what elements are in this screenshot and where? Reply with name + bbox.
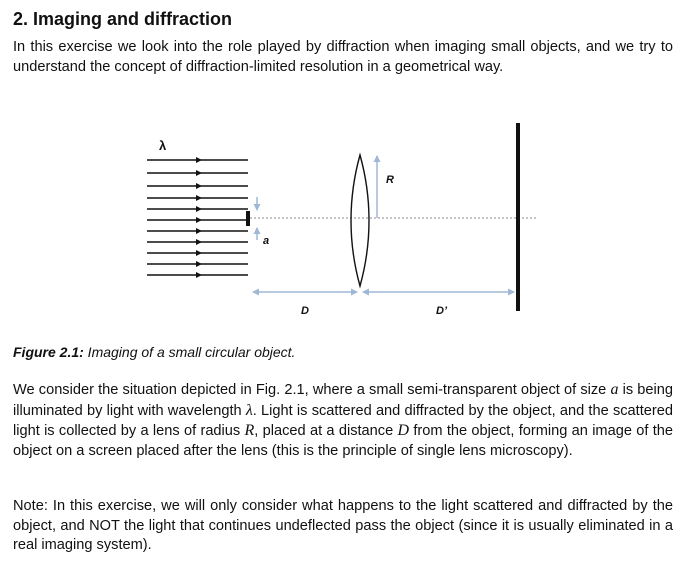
caption-label: Figure 2.1:	[13, 344, 84, 360]
body-paragraph-1	[13, 380, 673, 461]
incident-wave-lines	[147, 160, 248, 275]
optics-diagram	[0, 118, 700, 330]
lambda-label: λ	[159, 138, 167, 153]
symbol-a: a	[610, 381, 619, 398]
p1-text: . Light is scattered and diffracted by the object, and the scattered light is collected by a lens of radius	[13, 402, 673, 440]
symbol-r: R	[244, 422, 255, 440]
intro-paragraph: In this exercise we look into the role played by diffraction when imaging small objects, and we try to understand the concept of diffraction-limited resolution in a geometrical way.	[13, 39, 673, 75]
wave-arrowheads	[196, 157, 202, 278]
distance-label: D	[301, 305, 309, 317]
p1-text: is being illuminated by light with wavelength	[13, 382, 674, 419]
p1-text: from the object, forming an image of the object on a screen placed after the lens (this is the principle of single lens microscopy).	[13, 423, 673, 459]
caption-text: Imaging of a small circular object.	[83, 344, 296, 360]
section-title: 2. Imaging and diffraction	[13, 9, 233, 29]
size-label: a	[263, 235, 270, 247]
figure-caption	[13, 344, 295, 360]
lens	[351, 155, 369, 286]
body-paragraph-2: Note: In this exercise, we will only consider what happens to the light scattered and diffracted by the object, and NOT the light that continues undeflected pass the object (since it is usually eliminated in a real imaging system).	[13, 498, 673, 554]
figure-diagram	[0, 118, 700, 330]
symbol-d: D	[397, 422, 410, 440]
p1-text: We consider the situation depicted in Fig. 2.1, where a small semi-transparent object of size	[13, 382, 611, 398]
radius-label: R	[386, 174, 394, 186]
object	[246, 211, 250, 226]
symbol-lambda: λ	[245, 401, 253, 419]
distance-prime-label: D’	[436, 305, 447, 317]
p1-text: , placed at a distance	[254, 423, 398, 440]
